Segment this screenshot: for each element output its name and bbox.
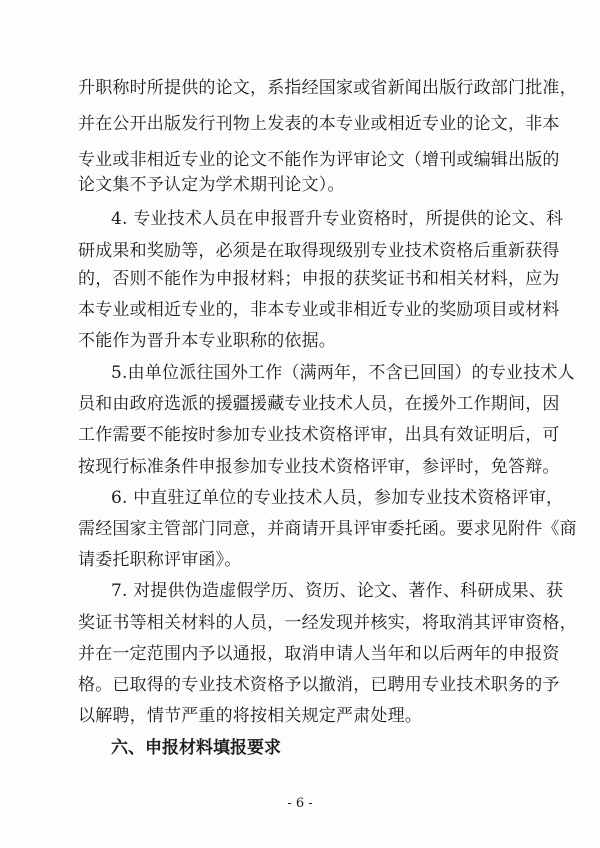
body-line: 升职称时所提供的论文，系指经国家或省新闻出版行政部门批准， — [78, 78, 577, 98]
body-line: 以解聘，情节严重的将按相关规定严肃处理。 — [78, 706, 422, 726]
page-number: - 6 - — [287, 796, 313, 811]
section-heading: 六、申报材料填报要求 — [111, 738, 281, 758]
body-line: 需经国家主管部门同意，并商请开具评审委托函。要求见附件《商 — [78, 519, 577, 539]
body-line: 论文集不予认定为学术期刊论文）。 — [78, 175, 345, 195]
body-line: 员和由政府选派的援疆援藏专业技术人员，在援外工作期间，因 — [78, 394, 560, 414]
body-line: 4. 专业技术人员在申报晋升专业资格时，所提供的论文、科 — [111, 209, 564, 229]
body-line: 不能作为晋升本专业职称的依据。 — [78, 331, 336, 351]
body-line: 的，否则不能作为申报材料；申报的获奖证书和相关材料，应为 — [78, 269, 560, 289]
body-line: 奖证书等相关材料的人员，一经发现并核实，将取消其评审资格， — [78, 613, 577, 633]
body-line: 格。已取得的专业技术资格予以撤消，已聘用专业技术职务的予 — [78, 675, 560, 695]
body-line: 并在一定范围内予以通报，取消申请人当年和以后两年的申报资 — [78, 644, 560, 664]
body-line: 按现行标准条件申报参加专业技术资格评审，参评时，免答辩。 — [78, 457, 560, 477]
body-line: 7. 对提供伪造虚假学历、资历、论文、著作、科研成果、获 — [111, 581, 564, 601]
body-line: 专业或非相近专业的论文不能作为评审论文（增刊或编辑出版的 — [78, 150, 560, 170]
body-line: 并在公开出版发行刊物上发表的本专业或相近专业的论文，非本 — [78, 114, 560, 134]
body-line: 研成果和奖励等，必须是在取得现级别专业技术资格后重新获得 — [78, 241, 560, 261]
body-line: 6. 中直驻辽单位的专业技术人员，参加专业技术资格评审， — [111, 488, 564, 508]
body-line: 5.由单位派往国外工作（满两年，不含已回国）的专业技术人 — [111, 363, 575, 383]
body-line: 本专业或相近专业的，非本专业或非相近专业的奖励项目或材料 — [78, 300, 560, 320]
body-line: 请委托职称评审函》。 — [78, 550, 242, 570]
body-line: 工作需要不能按时参加专业技术资格评审，出具有效证明后，可 — [78, 425, 560, 445]
